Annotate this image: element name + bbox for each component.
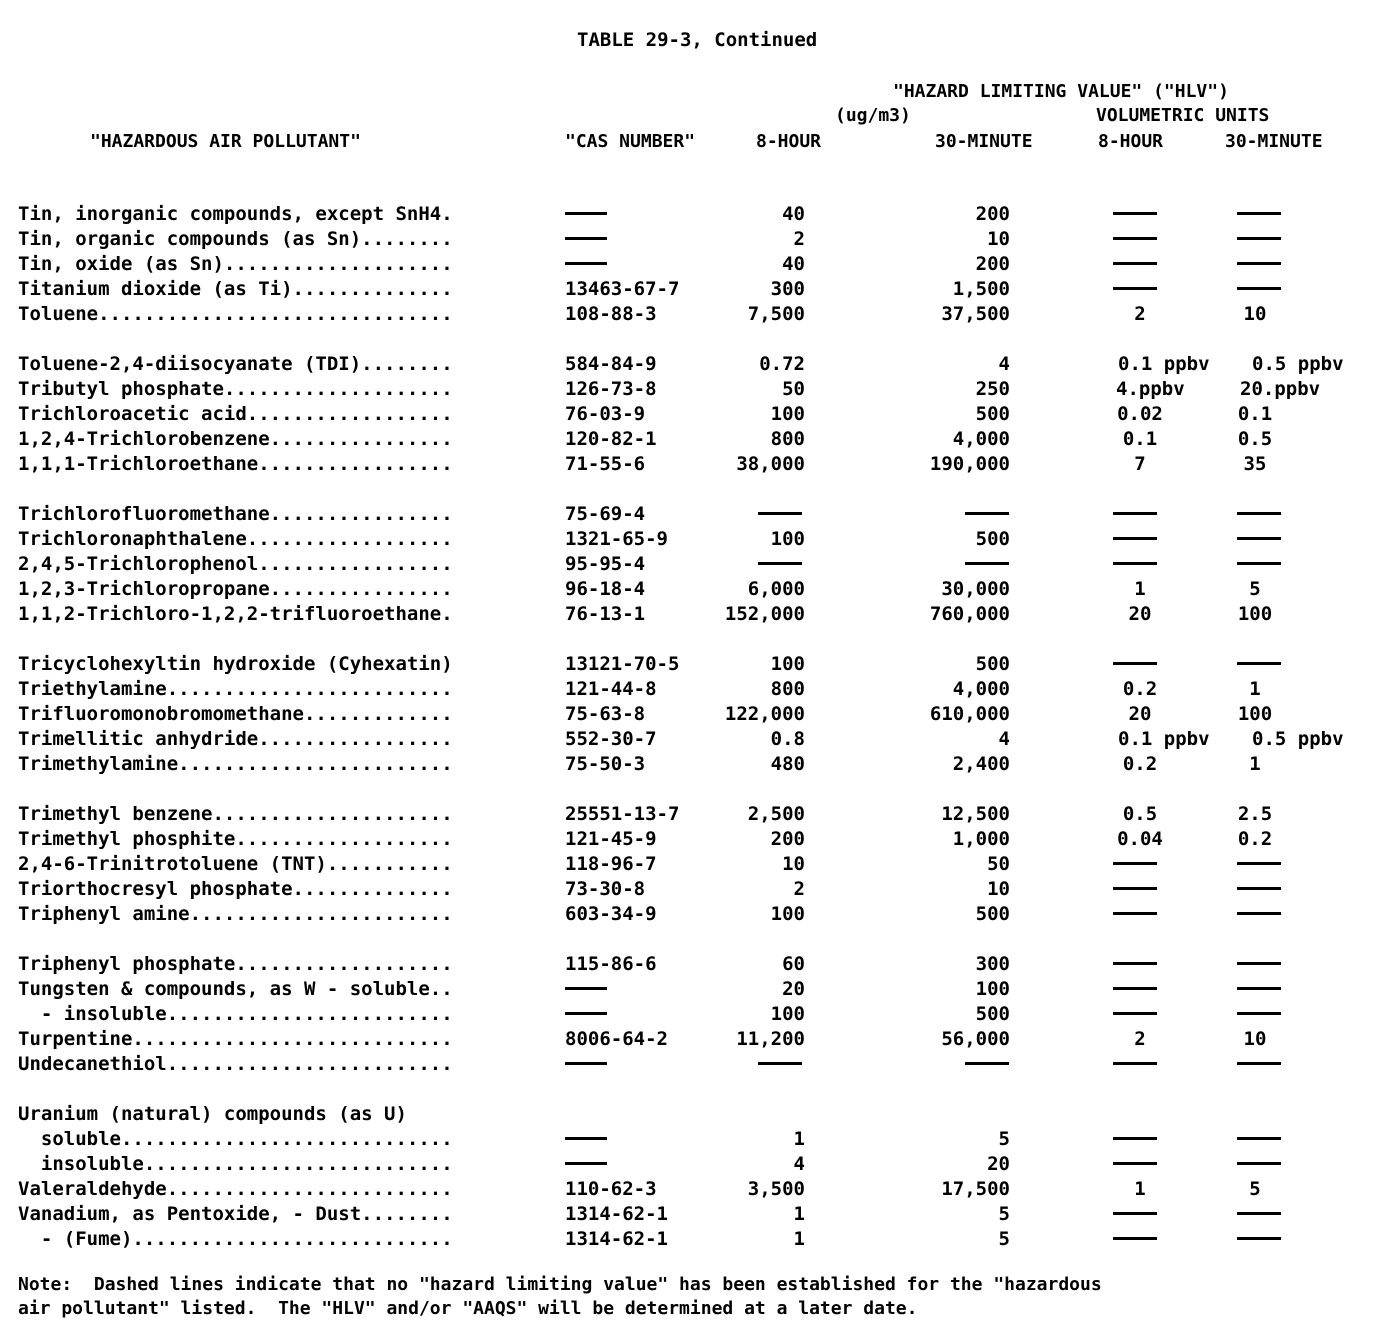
dash-mark <box>565 1137 607 1140</box>
pollutant-name: Triorthocresyl phosphate.............. <box>18 878 453 900</box>
dash-mark <box>565 987 607 990</box>
pollutant-name: 2,4,5-Trichlorophenol................. <box>18 553 453 575</box>
vol-30min-value: 1 <box>1249 678 1261 700</box>
ug-8hour-value: 300 <box>770 278 805 300</box>
vol-8hour-value: 0.04 <box>1117 828 1163 850</box>
ug-8hour-value: 0.8 <box>770 728 805 750</box>
vol-30min-value: 2.5 <box>1237 803 1273 825</box>
ug-8hour-value: 2 <box>793 228 805 250</box>
pollutant-name: Undecanethiol......................... <box>18 1053 453 1075</box>
ug-30min-value: 50 <box>987 853 1010 875</box>
vol-30min-value: 20.ppbv <box>1240 378 1321 400</box>
pollutant-name: Tin, oxide (as Sn).................... <box>18 253 453 275</box>
ug-30min-value: 4 <box>998 728 1010 750</box>
pollutant-header: "HAZARDOUS AIR POLLUTANT" <box>90 131 361 152</box>
ug-8hour-value: 10 <box>782 853 805 875</box>
pollutant-name: Triphenyl amine....................... <box>18 903 453 925</box>
dash-mark <box>1113 1212 1157 1215</box>
vol-30min-value: 0.2 <box>1237 828 1273 850</box>
dash-mark <box>1237 562 1281 565</box>
cas-number: 1314-62-1 <box>565 1228 668 1250</box>
vol-8hour-value: 4.ppbv <box>1116 378 1185 400</box>
pollutant-name: Tungsten & compounds, as W - soluble.. <box>18 978 453 1000</box>
cas-number: 75-50-3 <box>565 753 646 775</box>
ug-30min-value: 10 <box>987 878 1010 900</box>
ug-30min-value: 500 <box>975 653 1010 675</box>
ug-30min-value: 56,000 <box>941 1028 1010 1050</box>
ug-8hour-value: 6,000 <box>747 578 805 600</box>
dash-mark <box>1237 987 1281 990</box>
ug-30min-value: 1,500 <box>952 278 1010 300</box>
ug-8hour-value: 40 <box>782 203 805 225</box>
vol-30min-header: 30-MINUTE <box>1225 131 1323 152</box>
ug-8hour-value: 50 <box>782 378 805 400</box>
pollutant-name: Trimethyl benzene..................... <box>18 803 453 825</box>
ug-8hour-value: 11,200 <box>736 1028 805 1050</box>
ug-8hour-value: 800 <box>770 428 805 450</box>
dash-mark <box>1113 912 1157 915</box>
ug-30min-value: 20 <box>987 1153 1010 1175</box>
cas-number: 76-13-1 <box>565 603 646 625</box>
vol-30min-value: 0.1 <box>1237 403 1273 425</box>
dash-mark <box>758 562 802 565</box>
pollutant-name: Trichlorofluoromethane................ <box>18 503 453 525</box>
vol-8hour-value: 1 <box>1134 578 1146 600</box>
dash-mark <box>1237 512 1281 515</box>
vol-8hour-value: 7 <box>1134 453 1146 475</box>
note-line-2: air pollutant" listed. The "HLV" and/or "AAQS" will be determined at a later date. <box>18 1298 918 1319</box>
vol-30min-value: 5 <box>1249 578 1261 600</box>
cas-number: 96-18-4 <box>565 578 646 600</box>
vol-30min-value: 100 <box>1237 703 1273 725</box>
cas-number: 76-03-9 <box>565 403 646 425</box>
dash-mark <box>1237 962 1281 965</box>
pollutant-name: soluble............................. <box>18 1128 453 1150</box>
ug-30min-value: 4,000 <box>952 428 1010 450</box>
ug-8hour-value: 1 <box>793 1203 805 1225</box>
vol-30min-value: 0.5 <box>1237 428 1273 450</box>
dash-mark <box>1237 1012 1281 1015</box>
ug-8hour-value: 20 <box>782 978 805 1000</box>
ug-30min-value: 5 <box>998 1128 1010 1150</box>
vol-8hour-value: 2 <box>1134 1028 1146 1050</box>
cas-number: 73-30-8 <box>565 878 646 900</box>
ug-30min-header: 30-MINUTE <box>935 131 1033 152</box>
pollutant-name: Trimethyl phosphite................... <box>18 828 453 850</box>
pollutant-name: 1,1,1-Trichloroethane................. <box>18 453 453 475</box>
ug-8hour-value: 200 <box>770 828 805 850</box>
pollutant-name: Tin, organic compounds (as Sn)........ <box>18 228 453 250</box>
cas-number: 552-30-7 <box>565 728 657 750</box>
vol-8hour-value: 20 <box>1128 703 1152 725</box>
pollutant-name: insoluble........................... <box>18 1153 453 1175</box>
dash-mark <box>1237 1237 1281 1240</box>
pollutant-name: 1,2,3-Trichloropropane................ <box>18 578 453 600</box>
cas-number: 75-69-4 <box>565 503 646 525</box>
ug-30min-value: 4 <box>998 353 1010 375</box>
ug-8hour-value: 1 <box>793 1228 805 1250</box>
cas-number: 1321-65-9 <box>565 528 668 550</box>
vol-30min-value: 100 <box>1237 603 1273 625</box>
dash-mark <box>1113 662 1157 665</box>
ug-30min-value: 500 <box>975 528 1010 550</box>
ug-8hour-value: 800 <box>770 678 805 700</box>
vol-8hour-value: 20 <box>1128 603 1152 625</box>
pollutant-name: Toluene............................... <box>18 303 453 325</box>
pollutant-name: 1,1,2-Trichloro-1,2,2-trifluoroethane. <box>18 603 453 625</box>
dash-mark <box>565 1062 607 1065</box>
dash-mark <box>965 1062 1009 1065</box>
ug-30min-value: 200 <box>975 253 1010 275</box>
pollutant-name: - (Fume)............................ <box>18 1228 453 1250</box>
ug-30min-value: 5 <box>998 1228 1010 1250</box>
cas-number: 120-82-1 <box>565 428 657 450</box>
cas-number: 121-44-8 <box>565 678 657 700</box>
pollutant-name: Trichloroacetic acid.................. <box>18 403 453 425</box>
pollutant-name: Tin, inorganic compounds, except SnH4. <box>18 203 453 225</box>
pollutant-name: Trifluoromonobromomethane............. <box>18 703 453 725</box>
ugm3-header: (ug/m3) <box>835 105 911 126</box>
dash-mark <box>1237 212 1281 215</box>
ug-30min-value: 12,500 <box>941 803 1010 825</box>
dash-mark <box>1237 912 1281 915</box>
ug-30min-value: 500 <box>975 403 1010 425</box>
note-line-1: Note: Dashed lines indicate that no "hazard limiting value" has been established for the "hazardous <box>18 1274 1102 1295</box>
pollutant-name: Valeraldehyde......................... <box>18 1178 453 1200</box>
ug-30min-value: 1,000 <box>952 828 1010 850</box>
ug-8hour-value: 38,000 <box>736 453 805 475</box>
dash-mark <box>1237 287 1281 290</box>
dash-mark <box>1113 962 1157 965</box>
dash-mark <box>1237 1212 1281 1215</box>
dash-mark <box>1237 537 1281 540</box>
ug-8hour-value: 7,500 <box>747 303 805 325</box>
pollutant-name: Vanadium, as Pentoxide, - Dust........ <box>18 1203 453 1225</box>
ug-8hour-value: 100 <box>770 528 805 550</box>
volumetric-header: VOLUMETRIC UNITS <box>1096 105 1270 126</box>
ug-30min-value: 200 <box>975 203 1010 225</box>
ug-8hour-value: 1 <box>793 1128 805 1150</box>
pollutant-name: 1,2,4-Trichlorobenzene................ <box>18 428 453 450</box>
pollutant-name: Tributyl phosphate.................... <box>18 378 453 400</box>
cas-number: 121-45-9 <box>565 828 657 850</box>
pollutant-name: Trimellitic anhydride................. <box>18 728 453 750</box>
cas-number: 75-63-8 <box>565 703 646 725</box>
cas-number: 13463-67-7 <box>565 278 680 300</box>
ug-8hour-value: 40 <box>782 253 805 275</box>
dash-mark <box>1113 562 1157 565</box>
ug-30min-value: 37,500 <box>941 303 1010 325</box>
pollutant-name: Triphenyl phosphate................... <box>18 953 453 975</box>
ug-8hour-value: 100 <box>770 403 805 425</box>
dash-mark <box>758 512 802 515</box>
ug-8hour-value: 4 <box>793 1153 805 1175</box>
ug-30min-value: 610,000 <box>929 703 1010 725</box>
ug-8hour-value: 152,000 <box>724 603 805 625</box>
ug-30min-value: 100 <box>975 978 1010 1000</box>
ug-8hour-value: 0.72 <box>759 353 805 375</box>
cas-header: "CAS NUMBER" <box>565 131 696 152</box>
vol-30min-value: 0.5 ppbv <box>1252 353 1344 375</box>
cas-number: 603-34-9 <box>565 903 657 925</box>
hlv-header: "HAZARD LIMITING VALUE" ("HLV") <box>893 81 1229 102</box>
cas-number: 126-73-8 <box>565 378 657 400</box>
dash-mark <box>758 1062 802 1065</box>
dash-mark <box>565 237 607 240</box>
pollutant-name: Tricyclohexyltin hydroxide (Cyhexatin) <box>18 653 453 675</box>
ug-8hour-header: 8-HOUR <box>756 131 822 152</box>
vol-30min-value: 10 <box>1243 303 1267 325</box>
ug-30min-value: 500 <box>975 1003 1010 1025</box>
ug-8hour-value: 2,500 <box>747 803 805 825</box>
ug-30min-value: 10 <box>987 228 1010 250</box>
pollutant-name: Trichloronaphthalene.................. <box>18 528 453 550</box>
ug-30min-value: 2,400 <box>952 753 1010 775</box>
table-title: TABLE 29-3, Continued <box>577 29 818 51</box>
vol-30min-value: 35 <box>1243 453 1267 475</box>
dash-mark <box>1113 987 1157 990</box>
dash-mark <box>1113 262 1157 265</box>
vol-30min-value: 0.5 ppbv <box>1252 728 1344 750</box>
cas-number: 118-96-7 <box>565 853 657 875</box>
dash-mark <box>1113 537 1157 540</box>
dash-mark <box>1237 1162 1281 1165</box>
vol-8hour-value: 1 <box>1134 1178 1146 1200</box>
cas-number: 108-88-3 <box>565 303 657 325</box>
pollutant-name: Titanium dioxide (as Ti).............. <box>18 278 453 300</box>
vol-30min-value: 5 <box>1249 1178 1261 1200</box>
ug-30min-value: 190,000 <box>929 453 1010 475</box>
dash-mark <box>1113 862 1157 865</box>
ug-8hour-value: 100 <box>770 1003 805 1025</box>
ug-8hour-value: 60 <box>782 953 805 975</box>
ug-30min-value: 250 <box>975 378 1010 400</box>
dash-mark <box>1113 887 1157 890</box>
cas-number: 584-84-9 <box>565 353 657 375</box>
dash-mark <box>565 212 607 215</box>
pollutant-name: Trimethylamine........................ <box>18 753 453 775</box>
ug-30min-value: 17,500 <box>941 1178 1010 1200</box>
cas-number: 95-95-4 <box>565 553 646 575</box>
dash-mark <box>565 1012 607 1015</box>
vol-30min-value: 10 <box>1243 1028 1267 1050</box>
vol-8hour-value: 0.1 ppbv <box>1118 728 1210 750</box>
ug-30min-value: 30,000 <box>941 578 1010 600</box>
pollutant-name: Uranium (natural) compounds (as U) <box>18 1103 407 1125</box>
ug-8hour-value: 2 <box>793 878 805 900</box>
pollutant-name: Turpentine............................ <box>18 1028 453 1050</box>
ug-30min-value: 500 <box>975 903 1010 925</box>
dash-mark <box>965 562 1009 565</box>
dash-mark <box>1113 287 1157 290</box>
dash-mark <box>1113 512 1157 515</box>
dash-mark <box>565 1162 607 1165</box>
vol-8hour-value: 0.1 <box>1122 428 1158 450</box>
vol-8hour-value: 0.1 ppbv <box>1118 353 1210 375</box>
ug-8hour-value: 122,000 <box>724 703 805 725</box>
ug-8hour-value: 480 <box>770 753 805 775</box>
pollutant-name: Triethylamine......................... <box>18 678 453 700</box>
dash-mark <box>1113 1137 1157 1140</box>
vol-8hour-value: 0.5 <box>1122 803 1158 825</box>
vol-8hour-value: 0.2 <box>1122 753 1158 775</box>
cas-number: 13121-70-5 <box>565 653 680 675</box>
dash-mark <box>1237 1062 1281 1065</box>
dash-mark <box>565 262 607 265</box>
ug-30min-value: 300 <box>975 953 1010 975</box>
cas-number: 115-86-6 <box>565 953 657 975</box>
cas-number: 8006-64-2 <box>565 1028 668 1050</box>
dash-mark <box>965 512 1009 515</box>
dash-mark <box>1237 237 1281 240</box>
dash-mark <box>1113 1062 1157 1065</box>
ug-30min-value: 760,000 <box>929 603 1010 625</box>
dash-mark <box>1113 1237 1157 1240</box>
dash-mark <box>1237 862 1281 865</box>
vol-8hour-value: 0.02 <box>1117 403 1163 425</box>
dash-mark <box>1237 662 1281 665</box>
pollutant-name: - insoluble......................... <box>18 1003 453 1025</box>
ug-8hour-value: 100 <box>770 903 805 925</box>
pollutant-name: 2,4-6-Trinitrotoluene (TNT)........... <box>18 853 453 875</box>
dash-mark <box>1113 1012 1157 1015</box>
dash-mark <box>1113 237 1157 240</box>
ug-8hour-value: 100 <box>770 653 805 675</box>
vol-8hour-value: 2 <box>1134 303 1146 325</box>
vol-8hour-header: 8-HOUR <box>1098 131 1164 152</box>
dash-mark <box>1113 212 1157 215</box>
dash-mark <box>1237 887 1281 890</box>
dash-mark <box>1237 262 1281 265</box>
cas-number: 1314-62-1 <box>565 1203 668 1225</box>
dash-mark <box>1237 1137 1281 1140</box>
pollutant-name: Toluene-2,4-diisocyanate (TDI)........ <box>18 353 453 375</box>
cas-number: 71-55-6 <box>565 453 646 475</box>
dash-mark <box>1113 1162 1157 1165</box>
vol-30min-value: 1 <box>1249 753 1261 775</box>
ug-30min-value: 4,000 <box>952 678 1010 700</box>
ug-8hour-value: 3,500 <box>747 1178 805 1200</box>
cas-number: 110-62-3 <box>565 1178 657 1200</box>
cas-number: 25551-13-7 <box>565 803 680 825</box>
vol-8hour-value: 0.2 <box>1122 678 1158 700</box>
ug-30min-value: 5 <box>998 1203 1010 1225</box>
